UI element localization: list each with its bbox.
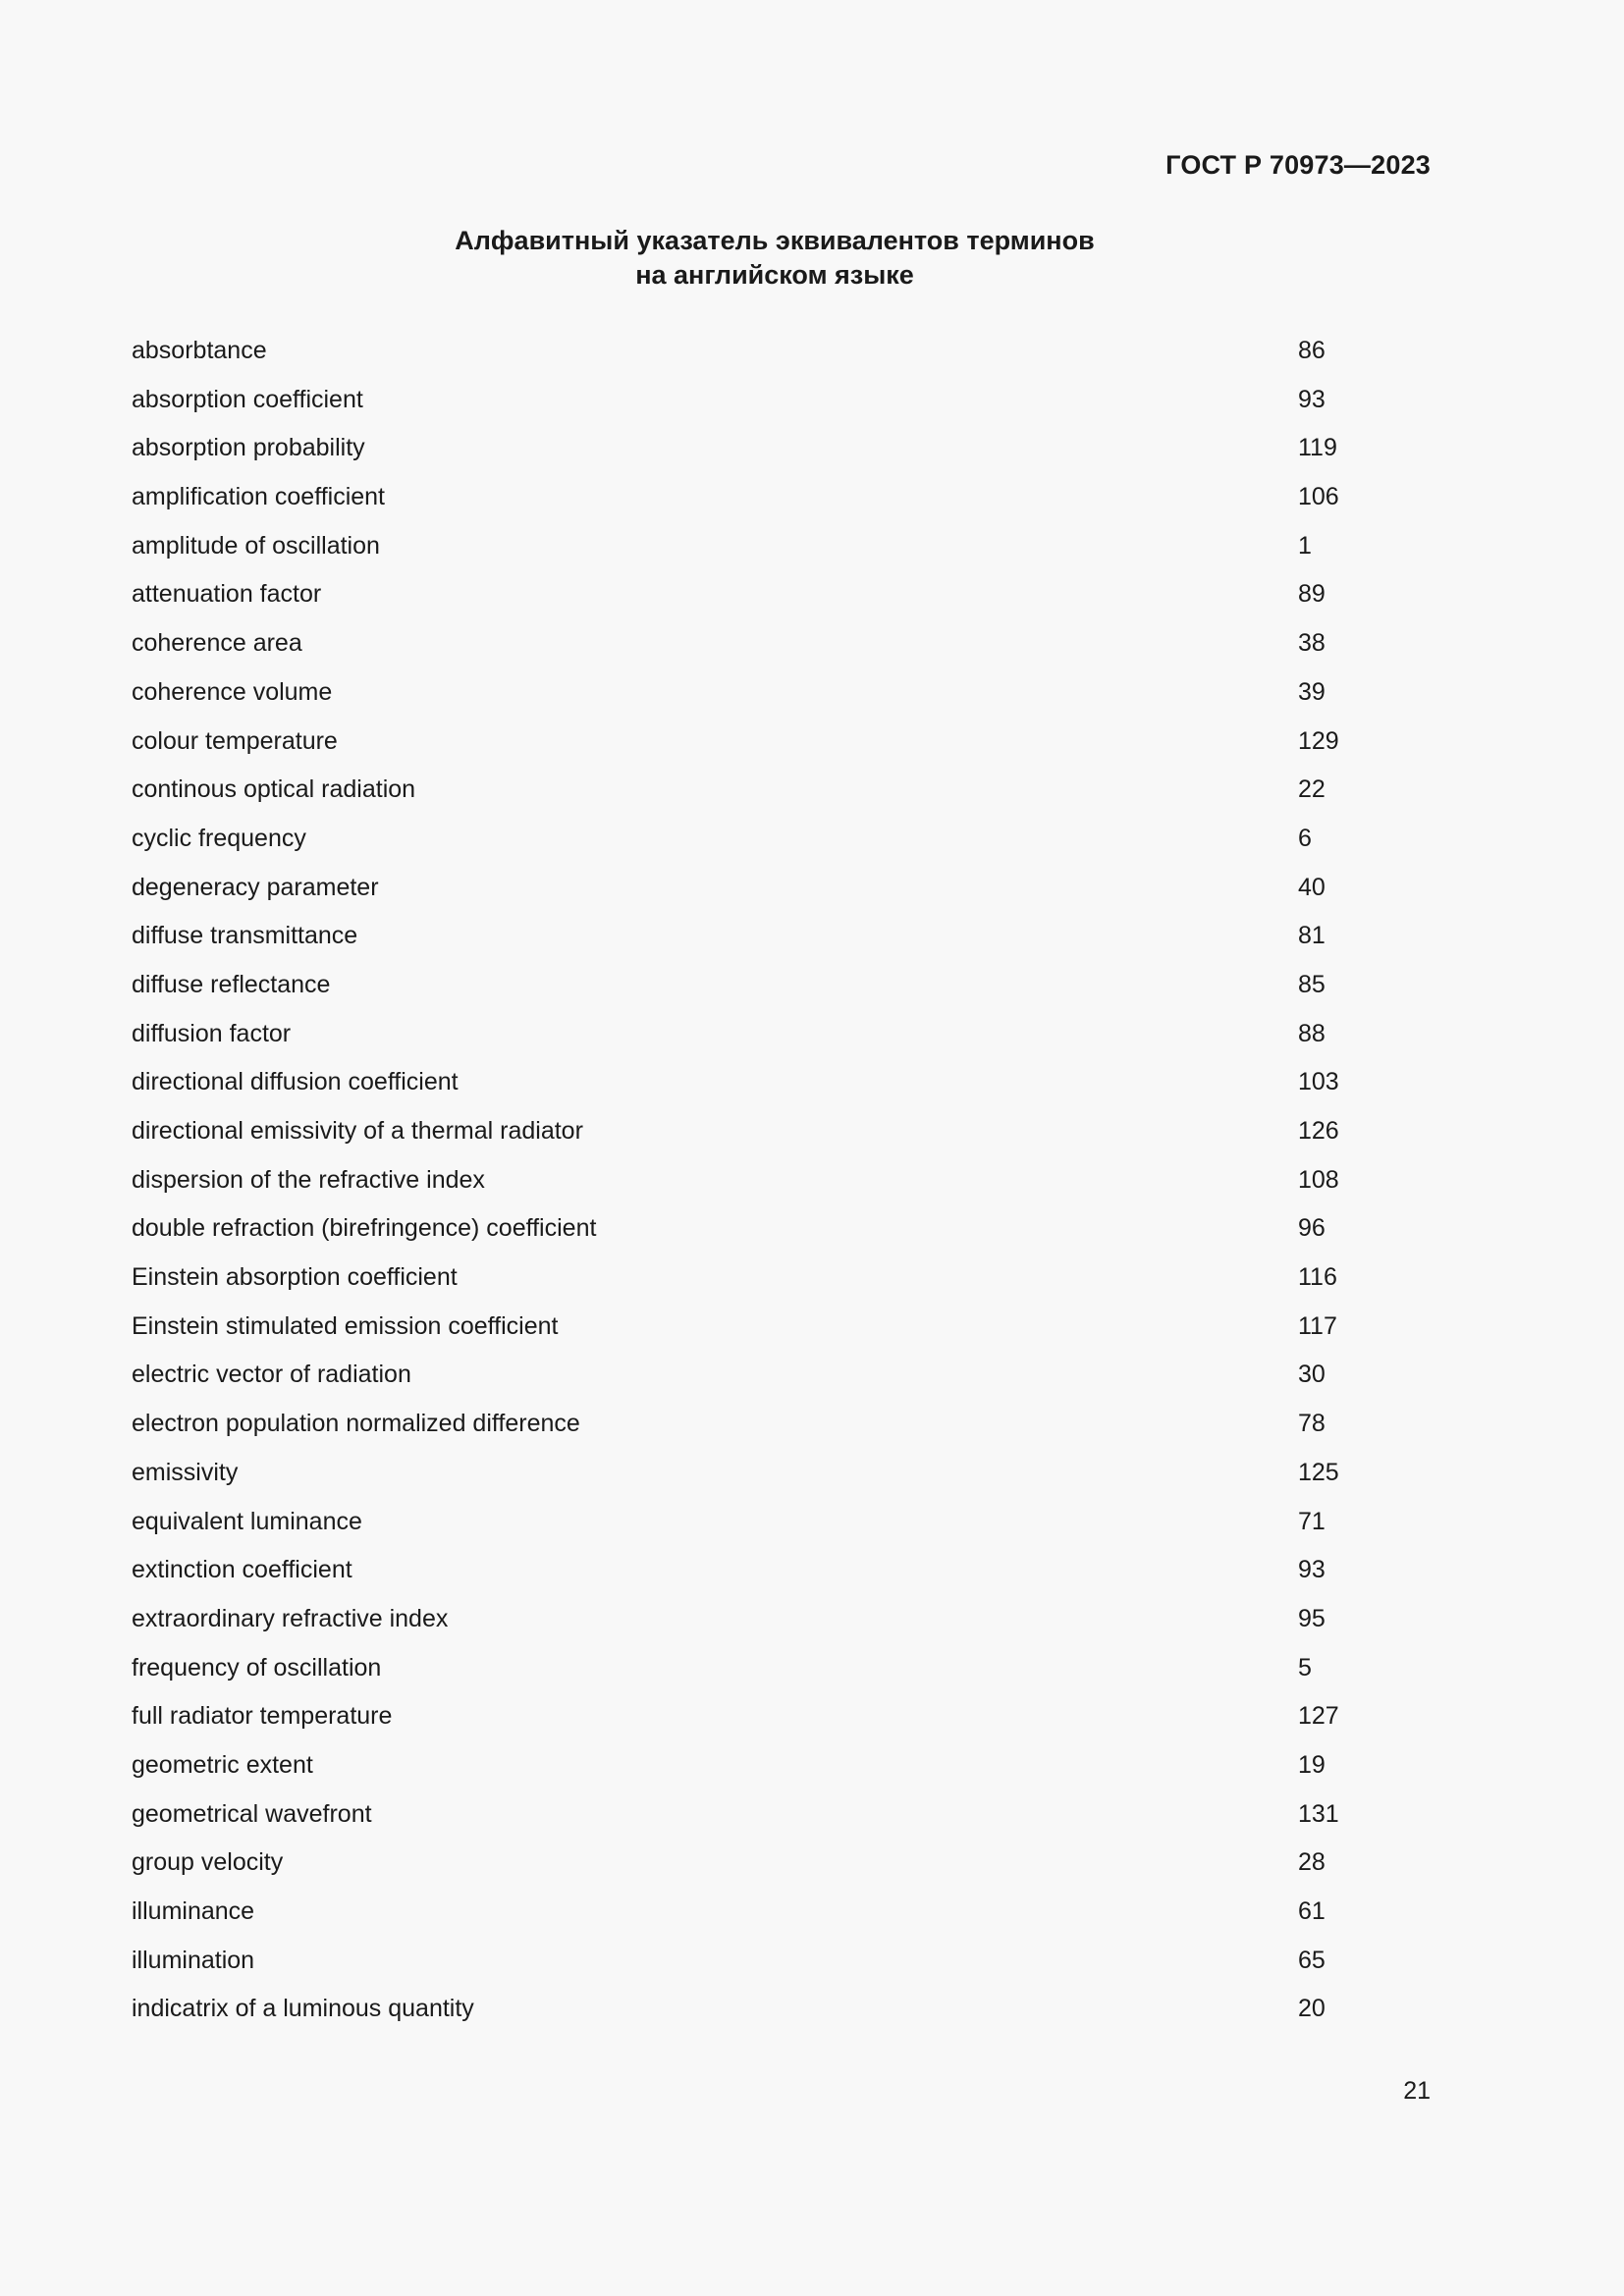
index-entry [132, 1351, 1431, 1400]
index-entry [132, 1741, 1431, 1790]
index-term-number: 95 [1298, 1604, 1326, 1632]
index-term: full radiator temperature [132, 1702, 393, 1731]
index-entry [132, 570, 1431, 619]
index-term-number: 126 [1298, 1117, 1339, 1145]
index-entry [132, 961, 1431, 1010]
index-term-number: 81 [1298, 922, 1326, 950]
index-entry [132, 1644, 1431, 1693]
term-index-list [132, 327, 1431, 2034]
index-term: double refraction (birefringence) coefficient [132, 1214, 597, 1243]
index-term: coherence volume [132, 677, 333, 706]
index-term-number: 103 [1298, 1068, 1339, 1096]
index-term-number: 131 [1298, 1799, 1339, 1828]
index-term-number: 88 [1298, 1019, 1326, 1047]
index-term-number: 5 [1298, 1653, 1312, 1682]
index-term: cyclic frequency [132, 824, 306, 852]
index-entry [132, 1546, 1431, 1595]
index-term-number: 108 [1298, 1165, 1339, 1194]
index-entry [132, 864, 1431, 913]
index-entry [132, 1400, 1431, 1449]
page-number: 21 [1403, 2077, 1431, 2105]
index-term: diffuse transmittance [132, 922, 358, 950]
index-term: illumination [132, 1946, 255, 1974]
index-term-number: 85 [1298, 970, 1326, 998]
index-entry [132, 766, 1431, 815]
index-entry [132, 376, 1431, 425]
index-entry [132, 718, 1431, 767]
index-term: coherence area [132, 629, 302, 658]
index-term: colour temperature [132, 726, 338, 755]
index-term: group velocity [132, 1848, 284, 1877]
index-term-number: 96 [1298, 1214, 1326, 1243]
index-term-number: 86 [1298, 337, 1326, 364]
index-term: geometric extent [132, 1750, 313, 1779]
index-term-number: 28 [1298, 1848, 1326, 1877]
index-term-number: 129 [1298, 726, 1339, 755]
index-term-number: 65 [1298, 1946, 1326, 1974]
index-entry [132, 1107, 1431, 1156]
index-term: Einstein stimulated emission coefficient [132, 1311, 559, 1340]
index-entry [132, 1254, 1431, 1303]
index-entry [132, 1204, 1431, 1254]
index-term: frequency of oscillation [132, 1653, 382, 1682]
index-term-number: 61 [1298, 1897, 1326, 1925]
index-entry [132, 1888, 1431, 1937]
index-entry [132, 522, 1431, 571]
index-term-number: 71 [1298, 1507, 1326, 1535]
index-entry [132, 473, 1431, 522]
index-term-number: 116 [1298, 1263, 1337, 1292]
index-term: indicatrix of a luminous quantity [132, 1995, 474, 2023]
index-term: amplification coefficient [132, 483, 386, 511]
document-code: ГОСТ Р 70973—2023 [1165, 150, 1431, 180]
index-term: geometrical wavefront [132, 1799, 372, 1828]
index-entry [132, 1156, 1431, 1205]
index-term-number: 20 [1298, 1995, 1326, 2023]
index-term: electron population normalized difference [132, 1410, 580, 1438]
index-term: electric vector of radiation [132, 1361, 411, 1389]
index-term: diffuse reflectance [132, 970, 331, 998]
index-term-number: 89 [1298, 580, 1326, 609]
index-term: amplitude of oscillation [132, 531, 380, 560]
index-entry [132, 912, 1431, 961]
index-term-number: 30 [1298, 1361, 1326, 1389]
index-entry [132, 1839, 1431, 1888]
index-entry [132, 1058, 1431, 1107]
index-term-number: 22 [1298, 775, 1326, 804]
index-term-number: 127 [1298, 1702, 1339, 1731]
index-term: degeneracy parameter [132, 873, 379, 901]
index-term-number: 117 [1298, 1311, 1337, 1340]
index-term-number: 39 [1298, 677, 1326, 706]
index-entry [132, 424, 1431, 473]
index-entry [132, 815, 1431, 864]
index-term: Einstein absorption coefficient [132, 1263, 458, 1292]
index-term-number: 78 [1298, 1410, 1326, 1438]
index-term-number: 38 [1298, 629, 1326, 658]
index-term-number: 93 [1298, 385, 1326, 413]
index-term-number: 19 [1298, 1750, 1326, 1779]
index-term: emissivity [132, 1458, 239, 1486]
index-term: directional emissivity of a thermal radiator [132, 1117, 583, 1145]
index-term: continous optical radiation [132, 775, 416, 804]
index-term-number: 93 [1298, 1556, 1326, 1584]
index-term-number: 40 [1298, 873, 1326, 901]
page-title [0, 224, 1549, 293]
index-term: extinction coefficient [132, 1556, 352, 1584]
index-term: dispersion of the refractive index [132, 1165, 485, 1194]
page-title-line-2: на английском языке [635, 260, 914, 290]
index-entry [132, 619, 1431, 668]
index-entry [132, 327, 1431, 376]
index-term: absorption coefficient [132, 385, 363, 413]
index-term: absorption probability [132, 434, 365, 462]
index-term-number: 106 [1298, 483, 1339, 511]
index-term: diffusion factor [132, 1019, 292, 1047]
page-title-line-1: Алфавитный указатель эквивалентов терминов [455, 226, 1095, 255]
index-term: attenuation factor [132, 580, 322, 609]
index-term: absorbtance [132, 337, 267, 364]
index-entry [132, 668, 1431, 718]
index-term-number: 125 [1298, 1458, 1339, 1486]
index-entry [132, 1595, 1431, 1644]
index-entry [132, 1449, 1431, 1498]
index-entry [132, 1010, 1431, 1059]
index-term: equivalent luminance [132, 1507, 362, 1535]
index-entry [132, 1303, 1431, 1352]
index-term-number: 1 [1298, 531, 1312, 560]
index-term: directional diffusion coefficient [132, 1068, 459, 1096]
index-term: illuminance [132, 1897, 255, 1925]
index-term-number: 119 [1298, 434, 1337, 462]
index-entry [132, 1985, 1431, 2034]
index-term-number: 6 [1298, 824, 1312, 852]
index-entry [132, 1790, 1431, 1840]
index-entry [132, 1692, 1431, 1741]
index-entry [132, 1937, 1431, 1986]
index-entry [132, 1498, 1431, 1547]
index-term: extraordinary refractive index [132, 1604, 449, 1632]
